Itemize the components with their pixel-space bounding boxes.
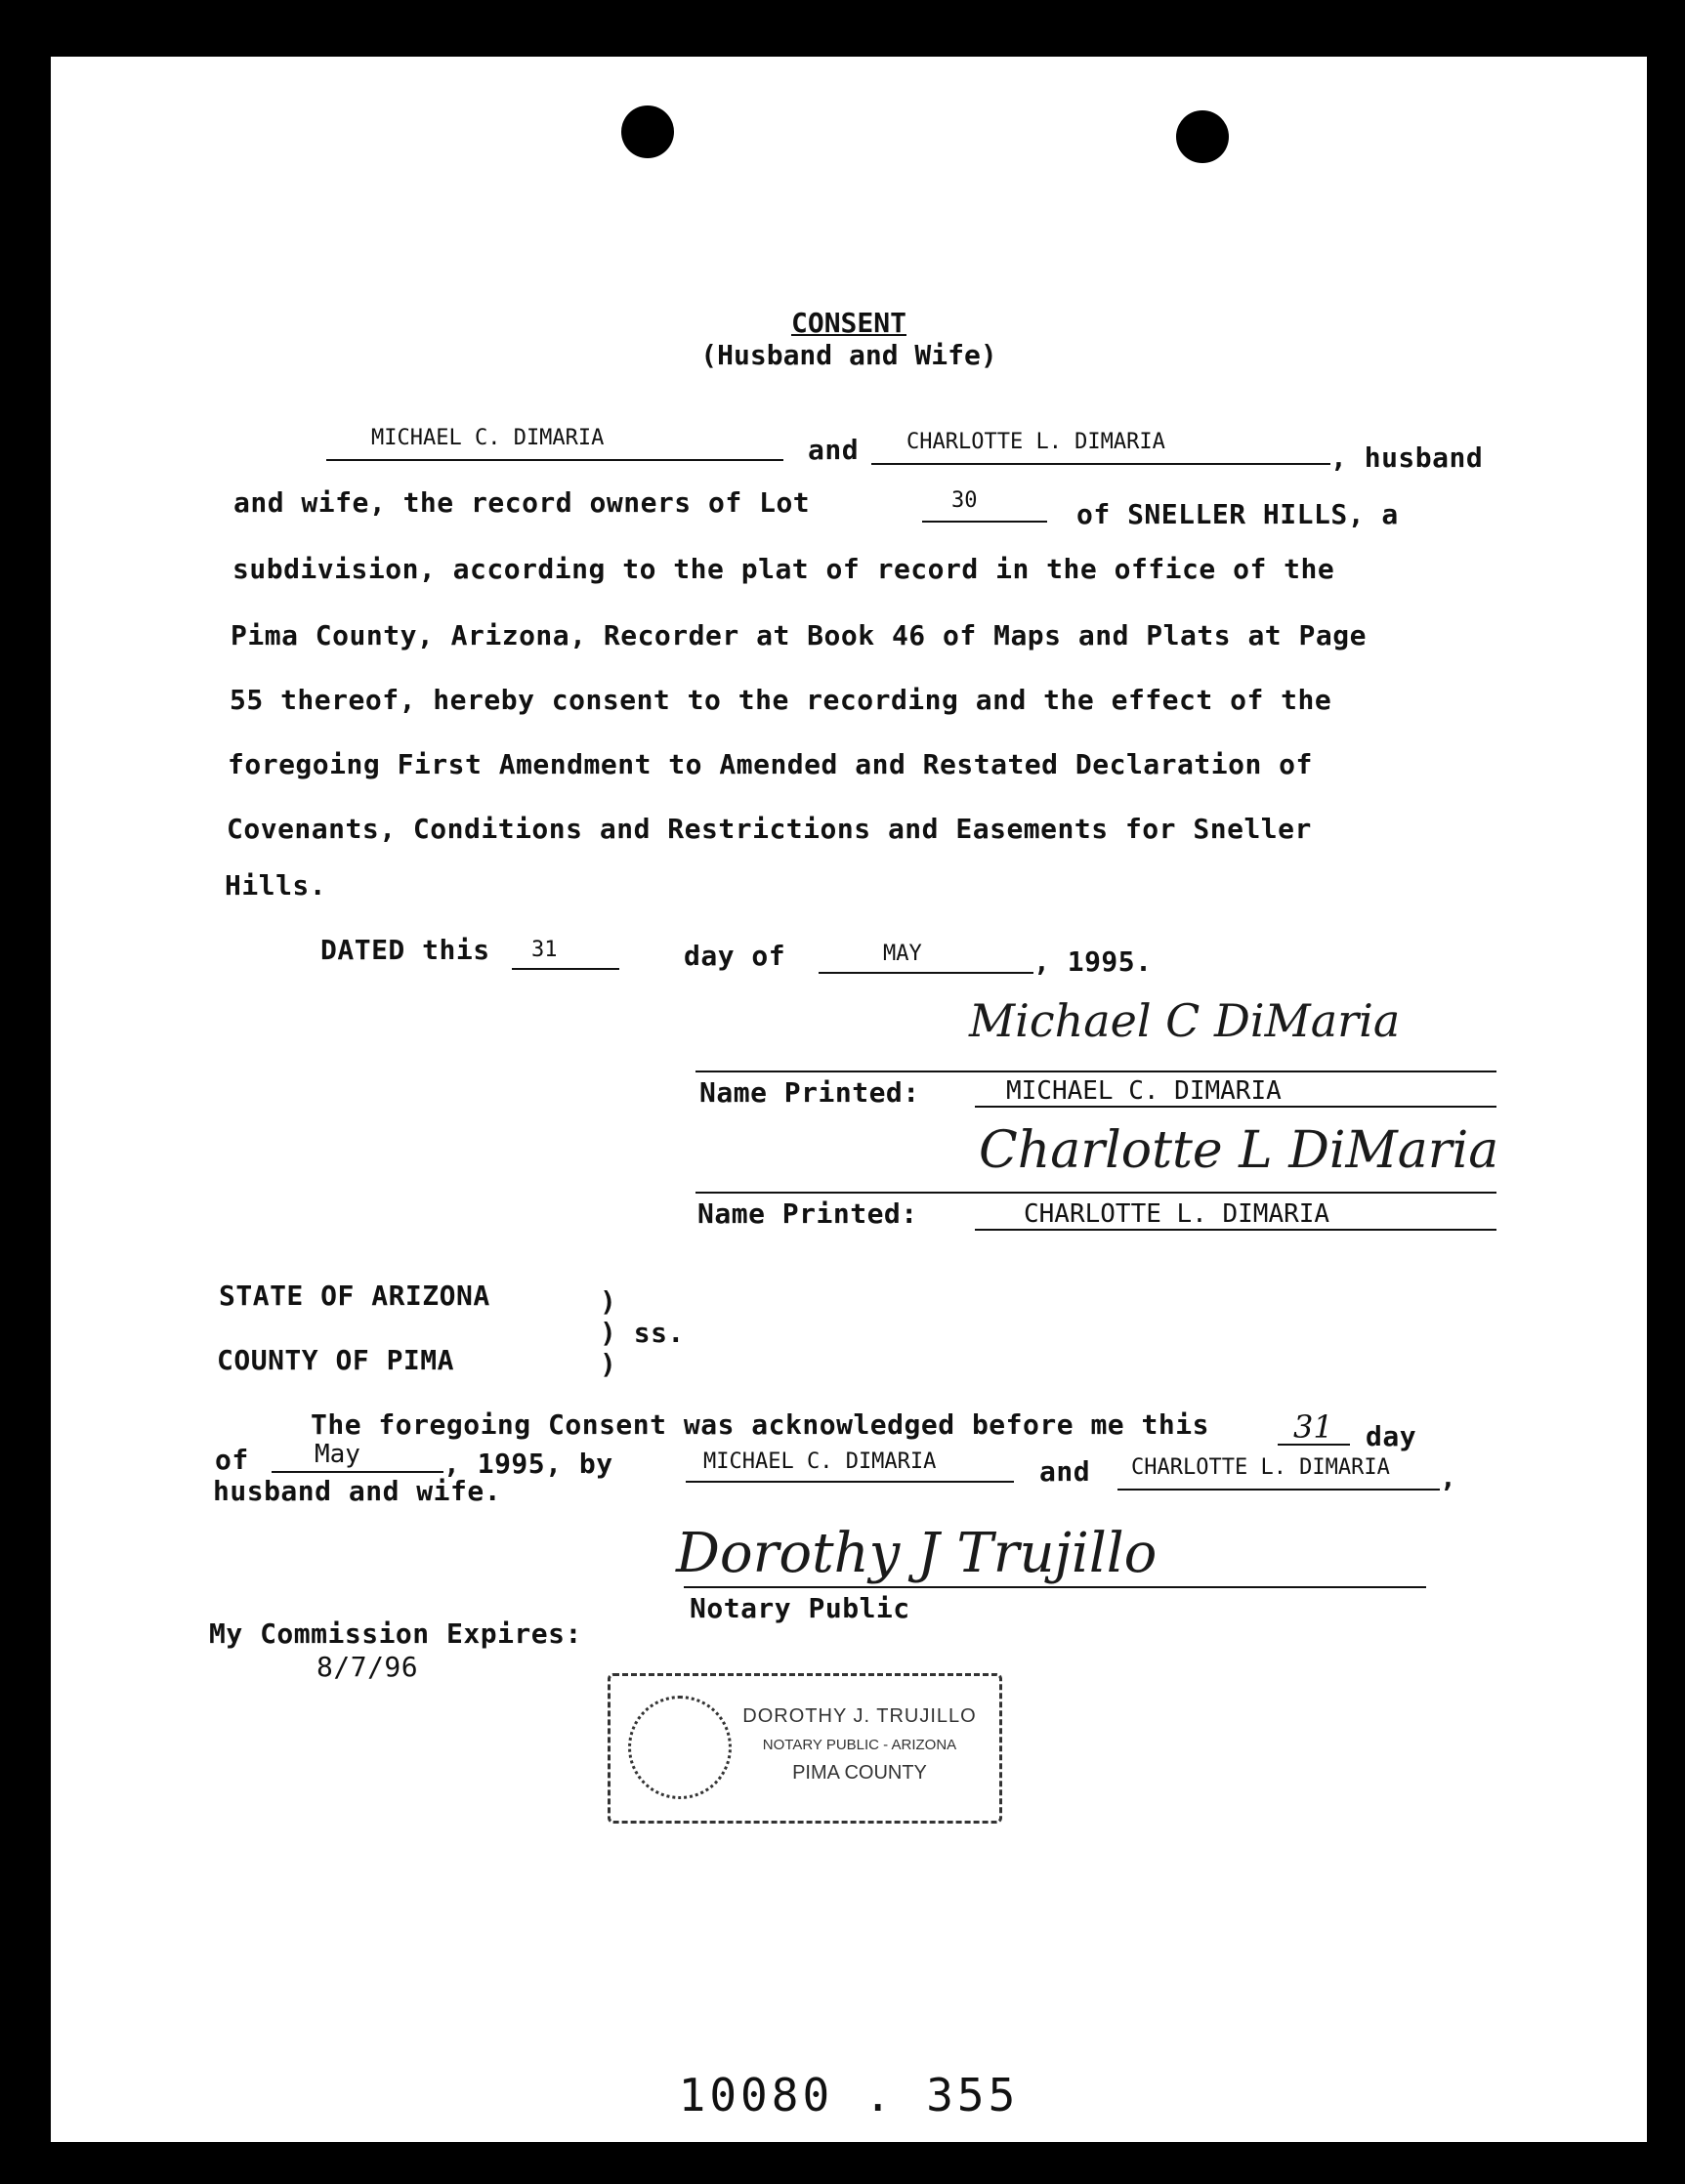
dated-mid: day of	[684, 940, 786, 972]
body-line-7: Covenants, Conditions and Restrictions and Easements for Sneller	[227, 813, 1312, 845]
stamp-line-2: NOTARY PUBLIC - ARIZONA	[762, 1737, 957, 1753]
ack-day-line	[1278, 1444, 1350, 1446]
signature-michael: Michael C DiMaria	[969, 994, 1401, 1047]
title-subtitle: (Husband and Wife)	[700, 339, 997, 371]
commission-label: My Commission Expires:	[209, 1617, 582, 1650]
printed-name-line-2	[975, 1229, 1496, 1231]
ack-prefix: The foregoing Consent was acknowledged before me this	[311, 1408, 1209, 1441]
husband-name-line	[326, 459, 783, 461]
dated-year: , 1995.	[1033, 945, 1153, 978]
venue-paren-2: )	[600, 1348, 617, 1380]
ack-day-word: day	[1366, 1420, 1417, 1452]
venue-state: STATE OF ARIZONA	[219, 1280, 490, 1312]
ack-month-fill: May	[315, 1440, 360, 1469]
name-printed-label-1: Name Printed:	[699, 1076, 920, 1109]
dated-month-line	[819, 972, 1033, 974]
husband-suffix: , husband	[1330, 441, 1484, 474]
dated-day-line	[512, 968, 619, 970]
venue-paren-1: )	[600, 1285, 617, 1318]
title-consent: CONSENT	[790, 307, 906, 339]
signature-line-2	[695, 1192, 1496, 1194]
lot-number-fill: 30	[951, 488, 978, 513]
name-printed-label-2: Name Printed:	[697, 1197, 918, 1230]
ack-comma: ,	[1440, 1461, 1457, 1493]
printed-name-1: MICHAEL C. DIMARIA	[1006, 1076, 1282, 1106]
signature-charlotte: Charlotte L DiMaria	[979, 1121, 1499, 1180]
ack-and-word: and	[1039, 1455, 1091, 1488]
ack-of-word: of	[215, 1444, 249, 1476]
and-word: and	[808, 434, 860, 466]
body-line-4: Pima County, Arizona, Recorder at Book 46 of Maps and Plats at Page	[231, 619, 1367, 651]
notary-stamp	[608, 1673, 1002, 1824]
ack-name-1: MICHAEL C. DIMARIA	[703, 1449, 937, 1474]
lot-number-line	[922, 521, 1047, 523]
ack-name-2: CHARLOTTE L. DIMARIA	[1131, 1455, 1390, 1480]
punch-hole-left	[621, 105, 674, 158]
stamp-line-1: DOROTHY J. TRUJILLO	[742, 1705, 977, 1727]
ack-day-fill: 31	[1293, 1408, 1333, 1446]
wife-name-line	[871, 463, 1330, 465]
ack-month-line	[272, 1471, 443, 1473]
body-line-8: Hills.	[225, 869, 327, 902]
commission-date: 8/7/96	[316, 1651, 419, 1683]
venue-ss: ) ss.	[600, 1317, 685, 1349]
printed-name-2: CHARLOTTE L. DIMARIA	[1024, 1199, 1330, 1229]
signature-line-1	[695, 1071, 1496, 1072]
husband-name-fill: MICHAEL C. DIMARIA	[371, 426, 605, 450]
ack-name-1-line	[686, 1481, 1014, 1483]
notary-signature-line	[684, 1586, 1426, 1588]
document-number: 10080 . 355	[678, 2069, 1020, 2121]
body-line-6: foregoing First Amendment to Amended and Restated Declaration of	[228, 748, 1313, 780]
document-page	[51, 57, 1647, 2142]
notary-signature: Dorothy J Trujillo	[676, 1522, 1158, 1585]
stamp-line-3: PIMA COUNTY	[792, 1762, 927, 1784]
ack-year-by: , 1995, by	[443, 1448, 613, 1480]
wife-name-fill: CHARLOTTE L. DIMARIA	[906, 430, 1165, 454]
body-line-2-suffix: of SNELLER HILLS, a	[1076, 498, 1399, 530]
notary-seal	[628, 1696, 732, 1799]
dated-day-fill: 31	[531, 938, 558, 962]
punch-hole-right	[1176, 110, 1229, 163]
body-line-5: 55 thereof, hereby consent to the recording and the effect of the	[230, 684, 1332, 716]
document-title	[51, 307, 1647, 371]
printed-name-line-1	[975, 1106, 1496, 1108]
ack-name-2-line	[1117, 1489, 1440, 1491]
venue-county: COUNTY OF PIMA	[217, 1344, 455, 1376]
body-line-2-prefix: and wife, the record owners of Lot	[233, 486, 811, 519]
dated-month-fill: MAY	[883, 942, 922, 966]
dated-prefix: DATED this	[320, 934, 490, 966]
body-line-3: subdivision, according to the plat of record in the office of the	[232, 553, 1335, 585]
notary-public-label: Notary Public	[690, 1592, 910, 1624]
ack-husband-wife: husband and wife.	[213, 1475, 502, 1507]
